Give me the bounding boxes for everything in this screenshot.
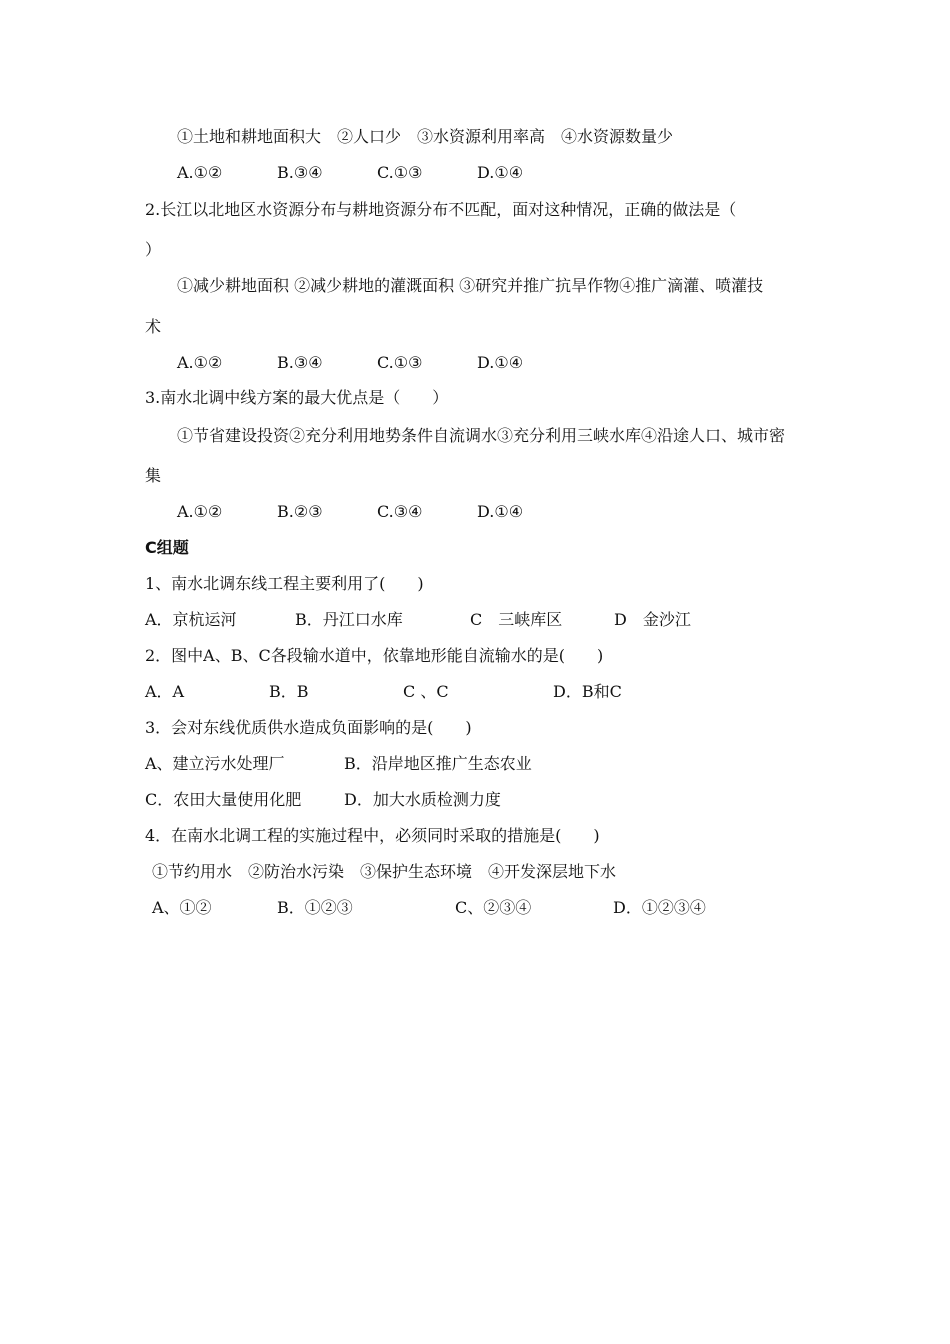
b-q3-stem: 3.南水北调中线方案的最大优点是（ ） — [145, 388, 449, 407]
c-q4-items: ①节约用水 ②防治水污染 ③保护生态环境 ④开发深层地下水 — [152, 862, 617, 881]
c-q3-option-d: D．加大水质检测力度 — [344, 790, 501, 809]
b-q3-option-b: B.②③ — [277, 502, 323, 521]
c-q2-option-c: C 、C — [403, 682, 449, 701]
c-q4-options — [152, 898, 706, 918]
b-q2-option-a: A.①② — [177, 353, 223, 372]
b-q1-option-c: C.①③ — [377, 163, 423, 182]
b-q1-items: ①土地和耕地面积大 ②人口少 ③水资源利用率高 ④水资源数量少 — [177, 127, 674, 146]
c-q1-stem: 1、南水北调东线工程主要利用了( ) — [145, 574, 424, 593]
b-q1-options — [177, 163, 523, 183]
b-q3-option-c: C.③④ — [377, 502, 423, 521]
c-q3-option-a: A、建立污水处理厂 — [145, 754, 285, 773]
c-q2-options — [145, 682, 622, 702]
c-q2-option-b: B．B — [269, 682, 309, 701]
c-q1-option-b: B．丹江口水库 — [295, 610, 403, 629]
c-q3-option-b: B．沿岸地区推广生态农业 — [344, 754, 532, 773]
b-q3-option-d: D.①④ — [477, 502, 524, 521]
b-q3-options — [177, 502, 523, 522]
c-q1-options — [145, 610, 691, 630]
b-q2-stem: 2.长江以北地区水资源分布与耕地资源分布不匹配，面对这种情况，正确的做法是（ — [145, 200, 737, 219]
b-q3-option-a: A.①② — [177, 502, 223, 521]
b-q3-items-line2: 集 — [145, 466, 162, 485]
section-c-title: C组题 — [145, 538, 189, 557]
b-q2-option-c: C.①③ — [377, 353, 423, 372]
c-q2-option-d: D．B和C — [553, 682, 622, 701]
b-q2-option-b: B.③④ — [277, 353, 323, 372]
b-q1-option-d: D.①④ — [477, 163, 524, 182]
c-q2-option-a: A．A — [145, 682, 185, 701]
c-q3-stem: 3．会对东线优质供水造成负面影响的是( ) — [145, 718, 472, 737]
b-q2-items-line2: 术 — [145, 317, 162, 336]
c-q2-stem: 2．图中A、B、C各段输水道中，依靠地形能自流输水的是( ) — [145, 646, 604, 665]
b-q2-items-line1: ①减少耕地面积 ②减少耕地的灌溉面积 ③研究并推广抗旱作物④推广滴灌、喷灌技 — [177, 276, 764, 295]
c-q1-option-d: D 金沙江 — [614, 610, 691, 629]
b-q1-option-b: B.③④ — [277, 163, 323, 182]
c-q3-option-c: C．农田大量使用化肥 — [145, 790, 302, 809]
c-q4-option-d: D．①②③④ — [613, 898, 706, 917]
c-q1-option-a: A．京杭运河 — [145, 610, 237, 629]
b-q2-option-d: D.①④ — [477, 353, 524, 372]
b-q3-items-line1: ①节省建设投资②充分利用地势条件自流调水③充分利用三峡水库④沿途人口、城市密 — [177, 426, 786, 445]
c-q4-stem: 4．在南水北调工程的实施过程中，必须同时采取的措施是( ) — [145, 826, 600, 845]
c-q4-option-a: A、①② — [152, 898, 212, 917]
c-q3-options-row2 — [145, 790, 501, 810]
c-q4-option-b: B．①②③ — [277, 898, 353, 917]
c-q4-option-c: C、②③④ — [455, 898, 532, 917]
b-q1-option-a: A.①② — [177, 163, 223, 182]
c-q1-option-c: C 三峡库区 — [470, 610, 563, 629]
c-q3-options-row1 — [145, 754, 532, 774]
b-q2-stem-end: ） — [145, 240, 162, 259]
b-q2-options — [177, 353, 523, 373]
